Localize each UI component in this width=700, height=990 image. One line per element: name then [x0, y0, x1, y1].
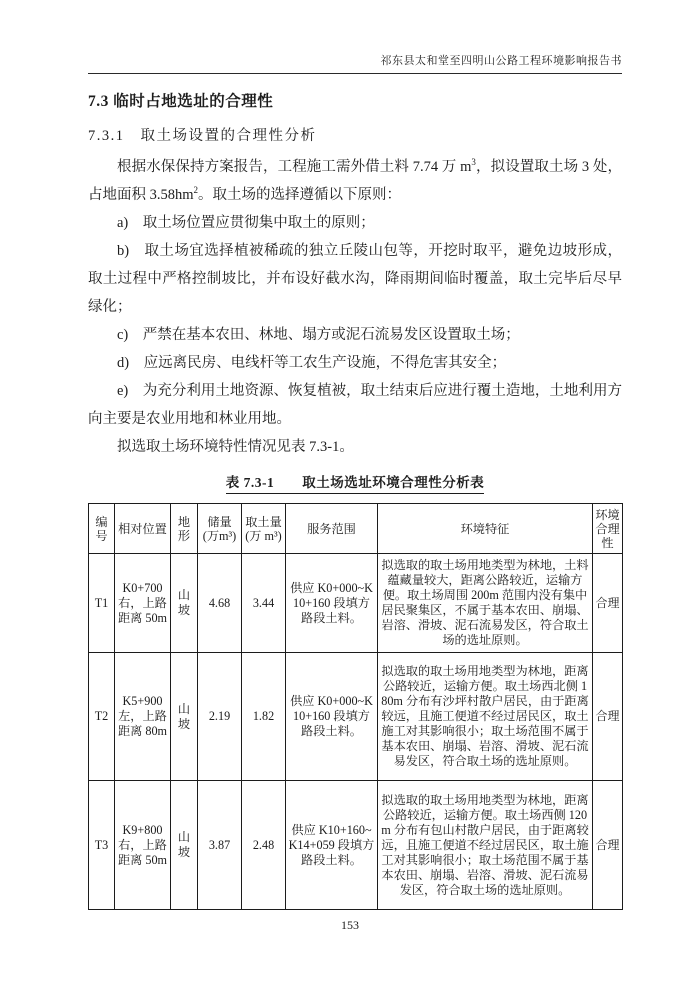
principle-item-b: b) 取土场宜选择植被稀疏的独立丘陵山包等，开挖时取平，避免边坡形成，取土过程中严格控制坡比，并布设好截水沟，降雨期间临时覆盖，取土完毕后尽早绿化； [88, 243, 622, 315]
column-header-reserve: 储量(万m³) [198, 504, 242, 554]
column-header-id: 编号 [89, 504, 115, 554]
terrain-cell: 山坡 [171, 781, 198, 910]
row-id-cell: T2 [89, 653, 115, 781]
section-heading: 7.3 临时占地选址的合理性 [88, 93, 274, 110]
column-header-extraction: 取土量(万 m³) [242, 504, 286, 554]
position-cell: K0+700 右，上路距离 50m [115, 554, 171, 653]
extraction-cell: 3.44 [242, 554, 286, 653]
rationality-cell: 合理 [593, 781, 623, 910]
intro-text-3: 。取土场的选择遵循以下原则： [198, 187, 402, 203]
column-header-terrain: 地形 [171, 504, 198, 554]
intro-paragraph [88, 153, 622, 209]
service-cell: 供应 K10+160~K14+059 段填方路段土料。 [286, 781, 378, 910]
table-title: 表 7.3-1 取土场选址环境合理性分析表 [226, 471, 485, 494]
extraction-cell: 1.82 [242, 653, 286, 781]
subsection-heading: 7.3.1 取土场设置的合理性分析 [88, 128, 317, 144]
principle-item-a: a) 取土场位置应贯彻集中取土的原则； [117, 215, 375, 231]
page-number: 153 [341, 918, 359, 932]
table-row-t3 [89, 781, 623, 910]
table-title-wrap [88, 471, 622, 494]
principle-item-d: d) 应远离民房、电线杆等工农生产设施，不得危害其安全； [117, 355, 507, 371]
superscript-cubed: 3 [471, 157, 476, 168]
row-id-cell: T3 [89, 781, 115, 910]
position-cell: K5+900 左，上路距离 80m [115, 653, 171, 781]
env-feature-cell: 拟选取的取土场用地类型为林地，距离公路较近，运输方便。取土场西北侧 180m 分布有沙坪村散户居民，由于距离较远，且施工便道不经过居民区，取土施工对其影响很小；取土场范围不属于基本农田、崩塌、岩溶、滑坡、泥石流易发区，符合取土场的选址原则。 [378, 653, 593, 781]
table-header-row [89, 504, 623, 554]
reserve-cell: 4.68 [198, 554, 242, 653]
intro-text-1: 根据水保保持方案报告，工程施工需外借土料 7.74 万 m [117, 159, 472, 175]
principle-item-c: c) 严禁在基本农田、林地、塌方或泥石流易发区设置取土场； [117, 327, 520, 343]
analysis-table [88, 503, 623, 910]
reserve-cell: 3.87 [198, 781, 242, 910]
table-row-t1 [89, 554, 623, 653]
terrain-cell: 山坡 [171, 554, 198, 653]
closing-paragraph: 拟选取土场环境特性情况见表 7.3-1。 [117, 439, 354, 455]
intro-text-2: ，拟设置取土场 3 处，占地面积 3.58hm [88, 159, 622, 203]
row-id-cell: T1 [89, 554, 115, 653]
superscript-squared: 2 [193, 185, 199, 196]
terrain-cell: 山坡 [171, 653, 198, 781]
rationality-cell: 合理 [593, 554, 623, 653]
table-row-t2 [89, 653, 623, 781]
column-header-position: 相对位置 [115, 504, 171, 554]
column-header-rationality: 环境合理性 [593, 504, 623, 554]
column-header-env-feature: 环境特征 [378, 504, 593, 554]
reserve-cell: 2.19 [198, 653, 242, 781]
column-header-service: 服务范围 [286, 504, 378, 554]
principle-item-e: e) 为充分利用土地资源、恢复植被，取土结束后应进行覆土造地，土地利用方向主要是农业用地和林业用地。 [88, 383, 622, 427]
env-feature-cell: 拟选取的取土场用地类型为林地，土料蕴藏量较大，距离公路较近，运输方便。取土场周围 200m 范围内没有集中居民聚集区，不属于基本农田、崩塌、岩溶、滑坡、泥石流易发区，符合取土场的选址原则。 [378, 554, 593, 653]
service-cell: 供应 K0+000~K10+160 段填方路段土料。 [286, 554, 378, 653]
running-header [88, 52, 622, 74]
report-title: 祁东县太和堂至四明山公路工程环境影响报告书 [380, 55, 622, 67]
position-cell: K9+800 右，上路距离 50m [115, 781, 171, 910]
env-feature-cell: 拟选取的取土场用地类型为林地，距离公路较近，运输方便。取土场西侧 120m 分布有包山村散户居民，由于距离较远，且施工便道不经过居民区，取土施工对其影响很小；取土场范围不属于基本农田、崩塌、岩溶、滑坡、泥石流易发区，符合取土场的选址原则。 [378, 781, 593, 910]
extraction-cell: 2.48 [242, 781, 286, 910]
service-cell: 供应 K0+000~K10+160 段填方路段土料。 [286, 653, 378, 781]
rationality-cell: 合理 [593, 653, 623, 781]
